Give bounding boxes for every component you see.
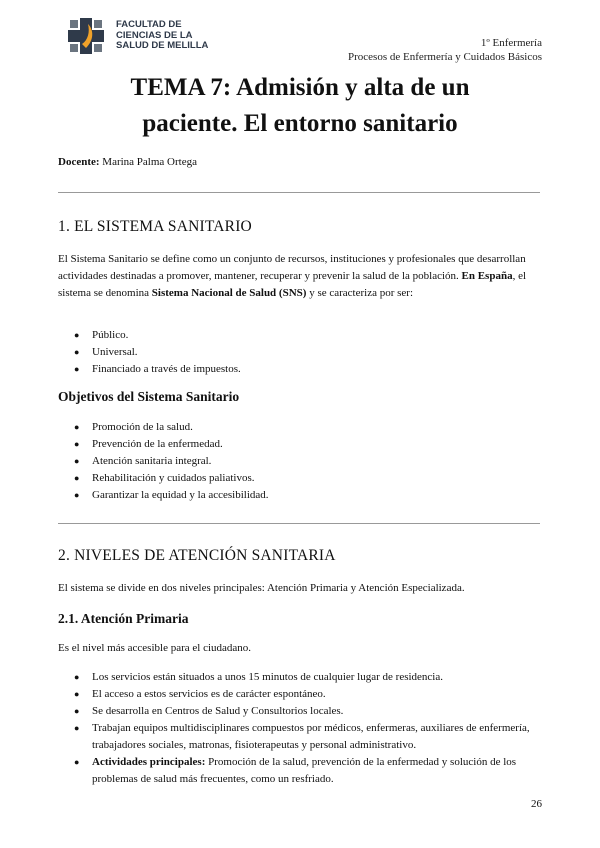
divider [58, 523, 540, 524]
list-item-text: Garantizar la equidad y la accesibilidad. [92, 489, 269, 501]
section-2-intro: El sistema se divide en dos niveles principales: Atención Primaria y Atención Especializada. [58, 582, 465, 594]
bullet-icon: ● [74, 490, 80, 500]
bullet-icon: ● [74, 422, 80, 432]
objectives-list [58, 419, 544, 504]
bullet-icon: ● [74, 672, 80, 682]
faculty-logo [68, 18, 208, 54]
course-header [348, 36, 542, 64]
faculty-logo-icon [68, 18, 104, 54]
list-item [58, 361, 544, 378]
list-item-text: Promoción de la salud. [92, 421, 193, 433]
bullet-icon: ● [74, 706, 80, 716]
list-item [58, 720, 544, 754]
list-item-text: Prevención de la enfermedad. [92, 438, 223, 450]
list-item-text: Atención sanitaria integral. [92, 455, 212, 467]
faculty-name-line-3: SALUD DE MELILLA [116, 40, 209, 52]
list-item-text: Financiado a través de impuestos. [92, 363, 241, 375]
bullet-icon: ● [74, 723, 80, 733]
section-1-bold-2: Sistema Nacional de Salud (SNS) [151, 287, 307, 299]
bullet-icon: ● [74, 439, 80, 449]
primary-care-list [58, 669, 544, 788]
section-2-heading: 2. NIVELES DE ATENCIÓN SANITARIA [58, 547, 336, 564]
section-1-text-1: El Sistema Sanitario se define como un conjunto de recursos, instituciones y profesionales que desarrollan actividades destinadas a promover, mantener, recuperar y prevenir la salud de la población. [58, 253, 526, 282]
section-1-text-2: , el sistema se denomina [58, 270, 527, 299]
section-1-paragraph [58, 251, 544, 302]
list-item [58, 669, 544, 686]
objectives-heading: Objetivos del Sistema Sanitario [58, 389, 240, 404]
docente-name: Marina Palma Ortega [102, 156, 197, 168]
page-number: 26 [531, 798, 542, 810]
document-title [60, 70, 540, 142]
bullet-icon: ● [74, 330, 80, 340]
bullet-icon: ● [74, 347, 80, 357]
docente-label: Docente: [58, 156, 100, 168]
list-item-text: Trabajan equipos multidisciplinares compuestos por médicos, enfermeras, auxiliares de enfermería, trabajadores sociales, matronas, fisioterapeutas y personal administrativo. [92, 722, 530, 751]
bullet-icon: ● [74, 456, 80, 466]
document-title-line-2: paciente. El entorno sanitario [142, 110, 458, 137]
list-item [58, 419, 544, 436]
list-item-text: Público. [92, 329, 129, 341]
list-item [58, 703, 544, 720]
list-item [58, 487, 544, 504]
bullet-icon: ● [74, 364, 80, 374]
document-title-line-1: TEMA 7: Admisión y alta de un [130, 74, 470, 101]
list-item-text: Rehabilitación y cuidados paliativos. [92, 472, 255, 484]
features-list [58, 327, 544, 378]
subsection-2-1-intro: Es el nivel más accesible para el ciudadano. [58, 642, 252, 654]
list-item [58, 754, 544, 788]
list-item [58, 470, 544, 487]
divider [58, 192, 540, 193]
list-item [58, 327, 544, 344]
faculty-name [116, 20, 208, 52]
bullet-icon: ● [74, 473, 80, 483]
list-item-text: Los servicios están situados a unos 15 minutos de cualquier lugar de residencia. [92, 671, 443, 683]
section-1-heading: 1. EL SISTEMA SANITARIO [58, 218, 252, 235]
bullet-icon: ● [74, 757, 80, 767]
list-item-text: Se desarrolla en Centros de Salud y Consultorios locales. [92, 705, 344, 717]
docente-line [58, 156, 197, 168]
subsection-2-1-heading: 2.1. Atención Primaria [58, 611, 189, 626]
faculty-name-line-1: FACULTAD DE [116, 19, 182, 31]
list-item-text: El acceso a estos servicios es de carácter espontáneo. [92, 688, 326, 700]
list-item [58, 436, 544, 453]
subject-label: Procesos de Enfermería y Cuidados Básicos [348, 51, 542, 63]
list-item [58, 344, 544, 361]
list-item-text: Promoción de la salud, prevención de la enfermedad y solución de los problemas de salud más frecuentes, como un resfriado. [92, 756, 517, 785]
list-item [58, 453, 544, 470]
list-item [58, 686, 544, 703]
section-1-text-3: y se caracteriza por ser: [306, 287, 414, 299]
section-1-bold-1: En España [461, 270, 513, 282]
list-item-bold: Actividades principales: [92, 756, 206, 768]
faculty-name-line-2: CIENCIAS DE LA [116, 29, 193, 41]
list-item-text: Universal. [92, 346, 138, 358]
bullet-icon: ● [74, 689, 80, 699]
course-label: 1º Enfermería [480, 37, 542, 49]
